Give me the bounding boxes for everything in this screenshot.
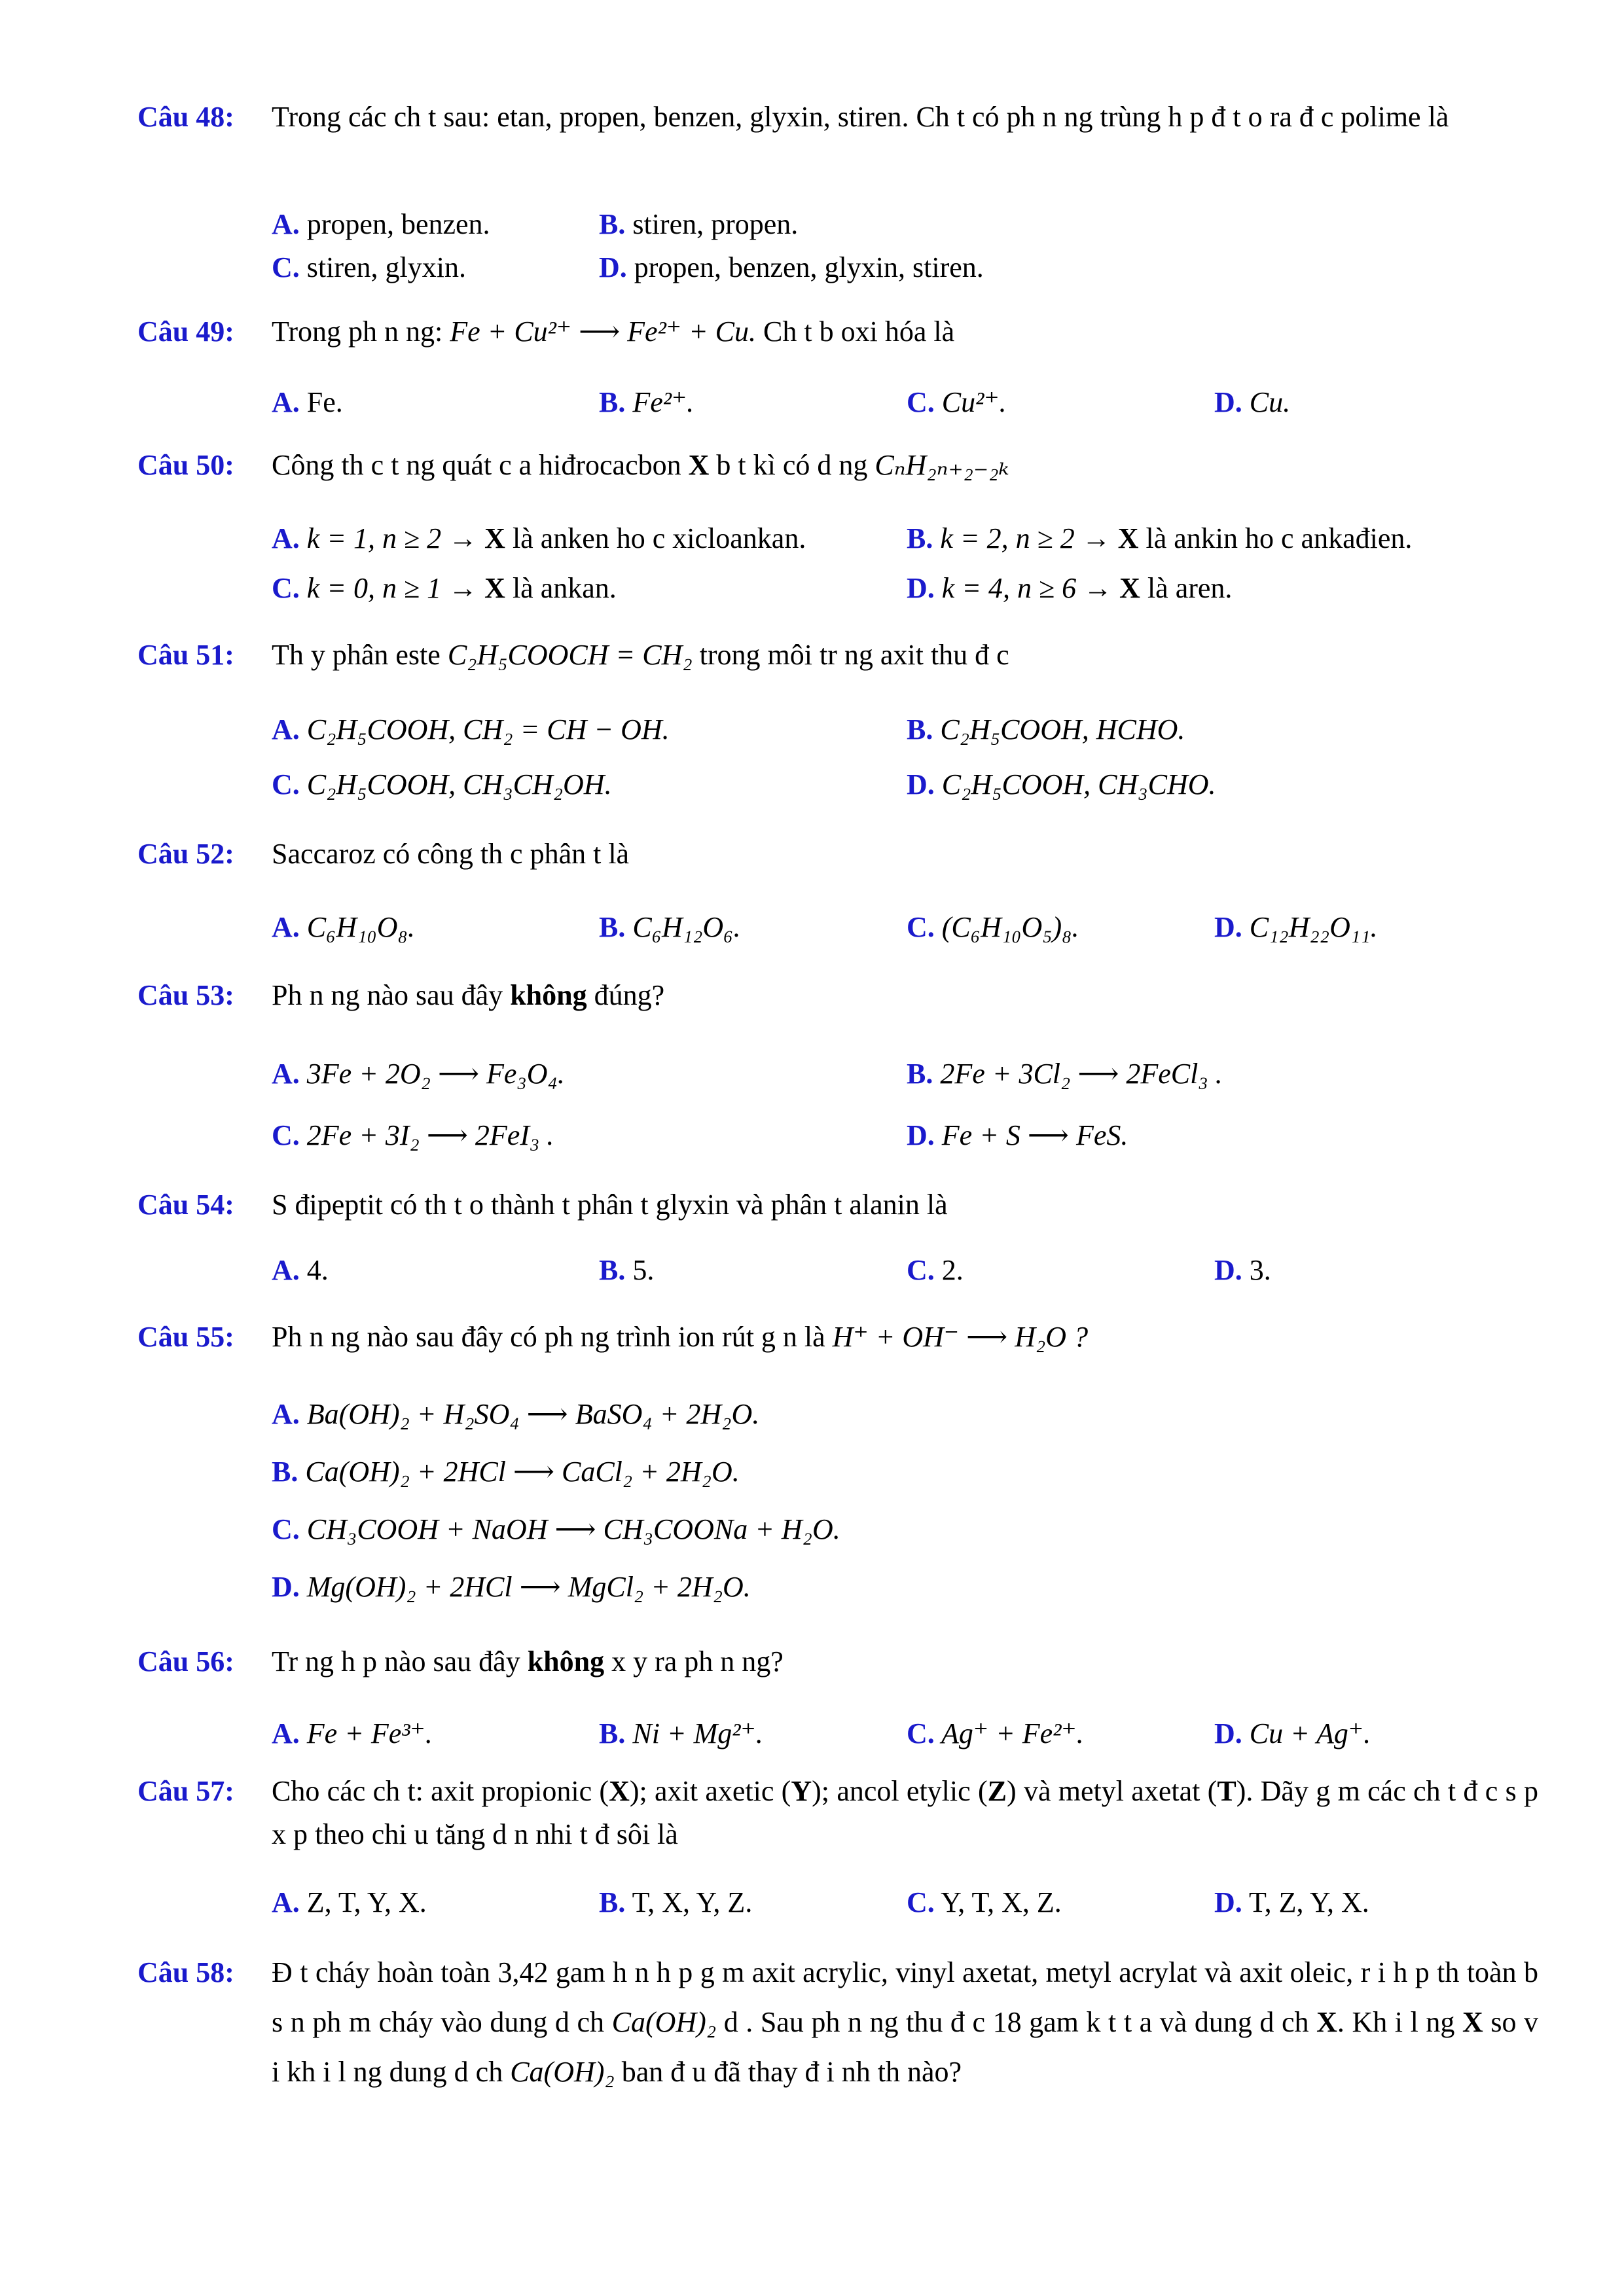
question-number: Câu 49: <box>137 315 234 348</box>
question-text: Trong các ch t sau: etan, propen, benzen, glyxin, stiren. Ch t có ph n ng trùng h p đ t o ra đ c polime là <box>272 101 1449 133</box>
question-text: Trong ph n ng: Fe + Cu²⁺ ⟶ Fe²⁺ + Cu. Ch t b oxi hóa là <box>272 315 955 348</box>
question-57 <box>137 1770 1538 1940</box>
option-c[interactable]: C. k = 0, n ≥ 1 → X là ankan. <box>272 572 617 604</box>
option-b[interactable]: B. Fe²⁺. <box>599 386 695 418</box>
option-b[interactable]: B. stiren, propen. <box>599 208 799 240</box>
option-c[interactable]: C. (C₆H₁₀O₅)₈. <box>907 911 1079 943</box>
question-48 <box>137 96 1538 292</box>
option-a[interactable]: A. C₂H₅COOH, CH₂ = CH − OH. <box>272 713 670 745</box>
question-text: Đ t cháy hoàn toàn 3,42 gam h n h p g m axit acrylic, vinyl axetat, metyl acrylat và axit oleic, r i h p th toàn b s n ph m cháy vào dung d ch Ca(OH)₂ d . Sau ph n ng thu đ c 18 gam k t t a và dung d ch X. Kh i l ng X so v i kh i l ng dung d ch Ca(OH)₂ ban đ u đã thay đ i nh th nào? <box>272 1956 1539 2088</box>
question-54 <box>137 1183 1538 1301</box>
option-b[interactable]: B. C₂H₅COOH, HCHO. <box>907 713 1185 745</box>
option-b[interactable]: B. 2Fe + 3Cl₂ ⟶ 2FeCl₃ . <box>907 1058 1223 1090</box>
option-c[interactable]: C. Ag⁺ + Fe²⁺. <box>907 1717 1084 1749</box>
question-number: Câu 48: <box>137 101 234 133</box>
option-a[interactable]: A. propen, benzen. <box>272 208 490 240</box>
option-c[interactable]: C. C₂H₅COOH, CH₃CH₂OH. <box>272 768 612 800</box>
question-56 <box>137 1640 1538 1771</box>
question-50 <box>137 444 1538 614</box>
question-number: Câu 57: <box>137 1775 234 1807</box>
option-b[interactable]: B. Ca(OH)₂ + 2HCl ⟶ CaCl₂ + 2H₂O. <box>272 1456 740 1488</box>
ester-formula: C₂H₅COOCH = CH₂ <box>447 639 693 671</box>
option-d[interactable]: D. Cu + Ag⁺. <box>1214 1717 1371 1749</box>
question-51 <box>137 634 1538 817</box>
general-formula: CₙH₂ₙ₊₂₋₂ₖ <box>875 449 1009 481</box>
question-number: Câu 52: <box>137 838 234 870</box>
ionic-equation: H⁺ + OH⁻ ⟶ H₂O ? <box>832 1321 1089 1353</box>
question-number: Câu 54: <box>137 1189 234 1221</box>
option-a[interactable]: A. Fe + Fe³⁺. <box>272 1717 433 1749</box>
question-text: Saccaroz có công th c phân t là <box>272 838 630 870</box>
question-53 <box>137 974 1538 1170</box>
option-d[interactable]: D. C₁₂H₂₂O₁₁. <box>1214 911 1378 943</box>
question-58 <box>137 1948 1538 2164</box>
question-number: Câu 56: <box>137 1645 234 1677</box>
option-c[interactable]: C. CH₃COOH + NaOH ⟶ CH₃COONa + H₂O. <box>272 1513 840 1545</box>
question-text: Cho các ch t: axit propionic (X); axit axetic (Y); ancol etylic (Z) và metyl axetat (T). Dãy g m các ch t đ c s p x p theo chi u tăng d n nhi t đ sôi là <box>272 1775 1539 1850</box>
option-a[interactable]: A. 3Fe + 2O₂ ⟶ Fe₃O₄. <box>272 1058 565 1090</box>
option-b[interactable]: B. 5. <box>599 1254 655 1286</box>
question-text: Ph n ng nào sau đây không đúng? <box>272 979 665 1011</box>
question-number: Câu 51: <box>137 639 234 671</box>
option-d[interactable]: D. Fe + S ⟶ FeS. <box>907 1119 1128 1151</box>
option-a[interactable]: A. 4. <box>272 1254 329 1286</box>
option-d[interactable]: D. C₂H₅COOH, CH₃CHO. <box>907 768 1216 800</box>
question-text: Ph n ng nào sau đây có ph ng trình ion rút g n là H⁺ + OH⁻ ⟶ H₂O ? <box>272 1321 1089 1353</box>
question-text: S đipeptit có th t o thành t phân t glyxin và phân t alanin là <box>272 1189 948 1221</box>
option-c[interactable]: C. Y, T, X, Z. <box>907 1886 1062 1918</box>
question-number: Câu 58: <box>137 1956 234 1988</box>
option-b[interactable]: B. Ni + Mg²⁺. <box>599 1717 763 1749</box>
option-c[interactable]: C. Cu²⁺. <box>907 386 1007 418</box>
option-c[interactable]: C. 2Fe + 3I₂ ⟶ 2FeI₃ . <box>272 1119 554 1151</box>
option-b[interactable]: B. T, X, Y, Z. <box>599 1886 753 1918</box>
option-a[interactable]: A. Z, T, Y, X. <box>272 1886 427 1918</box>
option-a[interactable]: A. C₆H₁₀O₈. <box>272 911 415 943</box>
question-55 <box>137 1316 1538 1617</box>
option-d[interactable]: D. propen, benzen, glyxin, stiren. <box>599 251 984 283</box>
option-a[interactable]: A. k = 1, n ≥ 2 → X là anken ho c xicloankan. <box>272 522 806 554</box>
reaction-equation: Fe + Cu²⁺ ⟶ Fe²⁺ + Cu. <box>450 315 757 348</box>
question-text: Th y phân este C₂H₅COOCH = CH₂ trong môi tr ng axit thu đ c <box>272 639 1009 671</box>
option-d[interactable]: D. Cu. <box>1214 386 1291 418</box>
question-49 <box>137 310 1538 441</box>
option-a[interactable]: A. Fe. <box>272 386 343 418</box>
option-b[interactable]: B. C₆H₁₂O₆. <box>599 911 741 943</box>
question-number: Câu 53: <box>137 979 234 1011</box>
question-52 <box>137 833 1538 963</box>
option-c[interactable]: C. stiren, glyxin. <box>272 251 466 283</box>
option-d[interactable]: D. T, Z, Y, X. <box>1214 1886 1369 1918</box>
question-text: Tr ng h p nào sau đây không x y ra ph n ng? <box>272 1645 784 1677</box>
question-number: Câu 55: <box>137 1321 234 1353</box>
option-c[interactable]: C. 2. <box>907 1254 964 1286</box>
option-d[interactable]: D. k = 4, n ≥ 6 → X là aren. <box>907 572 1233 604</box>
option-d[interactable]: D. Mg(OH)₂ + 2HCl ⟶ MgCl₂ + 2H₂O. <box>272 1571 751 1603</box>
question-number: Câu 50: <box>137 449 234 481</box>
option-d[interactable]: D. 3. <box>1214 1254 1271 1286</box>
option-a[interactable]: A. Ba(OH)₂ + H₂SO₄ ⟶ BaSO₄ + 2H₂O. <box>272 1398 760 1430</box>
option-b[interactable]: B. k = 2, n ≥ 2 → X là ankin ho c ankađien. <box>907 522 1413 554</box>
question-text: Công th c t ng quát c a hiđrocacbon X b t kì có d ng CₙH₂ₙ₊₂₋₂ₖ <box>272 449 1009 481</box>
